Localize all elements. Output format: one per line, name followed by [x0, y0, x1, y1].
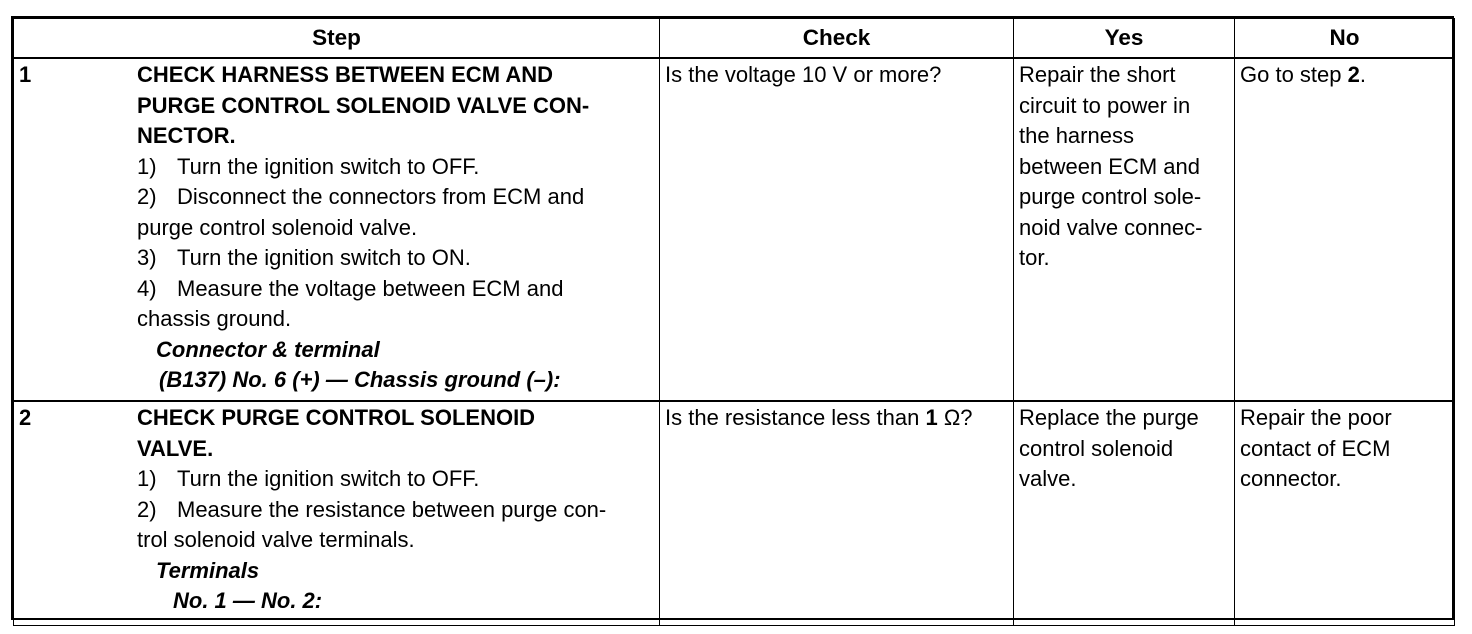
instruction [137, 152, 655, 183]
instruction-text: Turn the ignition switch to OFF. [177, 153, 480, 179]
no-step-ref: 2 [1347, 62, 1360, 87]
instruction [137, 182, 655, 213]
step-title [137, 403, 655, 464]
step-cell [14, 401, 660, 626]
no-line: contact of ECM [1240, 435, 1391, 461]
header-step: Step [14, 19, 660, 59]
instruction-text: Measure the voltage between ECM and [177, 275, 564, 301]
no-cell [1235, 401, 1455, 626]
instruction [137, 243, 655, 274]
yes-line: control solenoid [1019, 435, 1174, 461]
check-cell: Is the voltage 10 V or more? [660, 58, 1014, 401]
instruction-number: 2) [137, 496, 157, 522]
instruction [137, 274, 655, 305]
instruction-text: Turn the ignition switch to OFF. [177, 466, 480, 491]
table-row [14, 401, 1455, 626]
instruction-text: Turn the ignition switch to ON. [177, 245, 471, 270]
yes-cell [1014, 58, 1235, 401]
yes-line: purge control sole- [1019, 184, 1202, 209]
yes-line: circuit to power in [1019, 92, 1191, 118]
no-line: connector. [1240, 466, 1342, 491]
instruction-text: Measure the resistance between purge con- [177, 496, 607, 522]
header-row [14, 19, 1455, 59]
yes-line: tor. [1019, 245, 1050, 270]
connector-terminal-value: (B137) No. 6 (+) — Chassis ground (–): [159, 367, 561, 392]
header-yes: Yes [1014, 19, 1235, 59]
terminals-value: No. 1 — No. 2: [173, 588, 323, 613]
instruction-number: 1) [137, 153, 157, 179]
step-cell [14, 58, 660, 401]
instruction [137, 464, 655, 495]
connector-terminal-label: Connector & terminal [156, 336, 380, 362]
header-no: No [1235, 19, 1455, 59]
diagnostic-table [13, 18, 1455, 626]
no-text-suffix: . [1359, 62, 1366, 87]
check-cell [660, 401, 1014, 626]
check-value: 1 [925, 405, 938, 430]
table-row [14, 58, 1455, 401]
step-title-line: VALVE. [137, 435, 214, 461]
instruction-number: 4) [137, 275, 157, 301]
step-number: 1 [19, 62, 32, 87]
instruction-number: 2) [137, 184, 157, 209]
step-number: 2 [19, 405, 32, 430]
instruction-text: purge control solenoid valve. [137, 214, 418, 240]
instruction-number: 1) [137, 466, 157, 491]
yes-line: Replace the purge [1019, 405, 1199, 430]
check-text: Is the resistance less than [665, 405, 926, 430]
instruction-text: trol solenoid valve terminals. [137, 527, 415, 552]
yes-line: valve. [1019, 466, 1077, 491]
instruction-text: Disconnect the connectors from ECM and [177, 184, 585, 209]
instruction-text: chassis ground. [137, 306, 292, 331]
instruction-number: 3) [137, 245, 157, 270]
step-title-line: CHECK HARNESS BETWEEN ECM AND [137, 62, 553, 87]
terminals-label: Terminals [156, 557, 260, 583]
step-title-line: PURGE CONTROL SOLENOID VALVE CON- [137, 92, 590, 118]
yes-line: between ECM and [1019, 153, 1200, 179]
yes-line: noid valve connec- [1019, 214, 1203, 240]
instruction [137, 495, 655, 526]
check-unit: Ω? [937, 405, 973, 430]
header-check: Check [660, 19, 1014, 59]
yes-cell [1014, 401, 1235, 626]
no-text: Go to step [1240, 62, 1348, 87]
step-title-line: CHECK PURGE CONTROL SOLENOID [137, 405, 536, 430]
no-line: Repair the poor [1240, 405, 1392, 430]
no-cell [1235, 58, 1455, 401]
step-title [137, 60, 655, 152]
yes-line: the harness [1019, 123, 1134, 148]
yes-line: Repair the short [1019, 62, 1176, 87]
step-title-line: NECTOR. [137, 123, 236, 148]
diagnostic-table-container [11, 16, 1454, 620]
